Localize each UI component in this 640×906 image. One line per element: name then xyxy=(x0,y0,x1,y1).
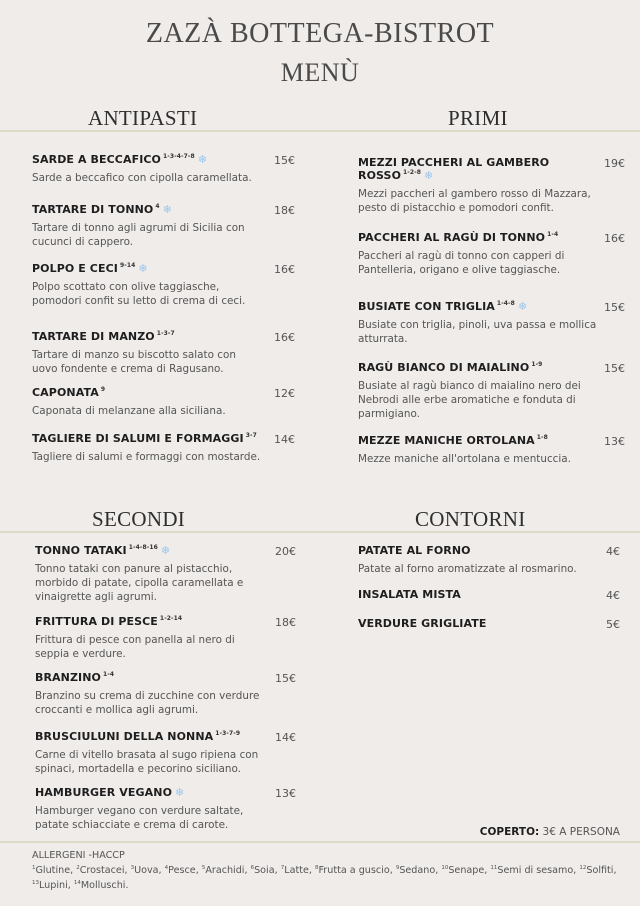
snowflake-icon: ❄ xyxy=(197,153,208,166)
allergen-name: Senape, xyxy=(448,865,488,876)
allergen-codes: 1-8 xyxy=(536,434,548,441)
menu-item xyxy=(32,153,264,185)
dish-description: Branzino su crema di zucchine con verdure croccanti e mollica agli agrumi. xyxy=(35,690,260,716)
dish-name xyxy=(35,671,267,684)
allergen-codes: 1-4 xyxy=(103,671,115,678)
dish-title: BRUSCIULUNI DELLA NONNA xyxy=(35,730,214,743)
allergen-name: Lupini, xyxy=(39,880,71,891)
allergen-number: 3 xyxy=(130,865,135,871)
allergen-codes: 1-4-8 xyxy=(496,300,515,307)
allergen-number: 14 xyxy=(73,880,81,886)
section-title-antipasti: ANTIPASTI xyxy=(88,106,198,130)
allergen-codes: 1-4 xyxy=(547,231,559,238)
snowflake-icon: ❄ xyxy=(160,544,171,557)
allergen-entry xyxy=(441,865,487,876)
allergen-entry xyxy=(490,865,576,876)
allergen-entry xyxy=(202,865,248,876)
dish-description: Tartare di tonno agli agrumi di Sicilia con cucunci di cappero. xyxy=(32,222,245,248)
dish-description: Tonno tataki con panure al pistacchio, morbido di patate, cipolla caramellata e vinaigrette agli agrumi. xyxy=(35,563,244,603)
dish-price: 13€ xyxy=(275,787,296,800)
allergen-name: Pesce, xyxy=(168,865,199,876)
dish-name xyxy=(358,617,600,630)
allergen-codes: 1-2-14 xyxy=(159,615,183,622)
allergen-entry xyxy=(32,880,71,891)
dish-name xyxy=(35,786,267,799)
section-title-contorni: CONTORNI xyxy=(415,507,526,531)
dish-title: TONNO TATAKI xyxy=(35,544,127,557)
allergen-name: Sedano, xyxy=(399,865,439,876)
dish-description: Busiate con triglia, pinoli, uva passa e mollica atturrata. xyxy=(358,319,597,345)
allergen-entry xyxy=(396,865,438,876)
dish-price: 12€ xyxy=(274,387,295,400)
dish-name xyxy=(32,203,264,216)
allergen-entry xyxy=(131,865,162,876)
menu-title: MENÙ xyxy=(280,58,360,87)
allergen-codes: 1-3-7-9 xyxy=(215,730,241,737)
allergen-number: 2 xyxy=(76,865,80,871)
menu-item xyxy=(32,330,264,376)
dish-name xyxy=(358,231,600,244)
allergen-number: 12 xyxy=(579,865,587,871)
dish-name xyxy=(358,588,600,601)
dish-name xyxy=(358,156,600,182)
allergen-codes: 1-9 xyxy=(531,361,543,368)
dish-price: 20€ xyxy=(275,545,296,558)
allergen-codes: 1-3-7 xyxy=(156,330,175,337)
allergen-name: Molluschi. xyxy=(80,880,129,891)
dish-price: 15€ xyxy=(604,301,625,314)
dish-description: Busiate al ragù bianco di maialino nero dei Nebrodi alle erbe aromatiche e fonduta di parmigiano. xyxy=(358,380,581,420)
dish-description: Sarde a beccafico con cipolla caramellata. xyxy=(32,172,252,184)
section-title-primi: PRIMI xyxy=(448,106,508,130)
coperto-note xyxy=(480,826,620,838)
dish-title: CAPONATA xyxy=(32,386,99,399)
divider xyxy=(0,130,640,132)
dish-title: PATATE AL FORNO xyxy=(358,544,471,557)
allergen-name: Uova, xyxy=(134,865,162,876)
snowflake-icon: ❄ xyxy=(424,169,434,182)
dish-title: INSALATA MISTA xyxy=(358,588,461,601)
allergen-number: 4 xyxy=(164,865,169,871)
dish-name xyxy=(32,386,264,399)
dish-title: MEZZE MANICHE ORTOLANA xyxy=(358,434,535,447)
dish-title: HAMBURGER VEGANO xyxy=(35,786,173,799)
dish-price: 13€ xyxy=(604,435,625,448)
allergen-entry xyxy=(165,865,199,876)
dish-price: 16€ xyxy=(604,232,625,245)
allergen-codes: 9-14 xyxy=(119,262,136,269)
allergen-name: Semi di sesamo, xyxy=(497,865,577,876)
snowflake-icon: ❄ xyxy=(138,262,148,275)
dish-name xyxy=(358,434,600,447)
dish-description: Tartare di manzo su biscotto salato con uovo fondente e crema di Ragusano. xyxy=(32,349,236,375)
allergen-name: Crostacei, xyxy=(79,865,128,876)
dish-title: PACCHERI AL RAGÙ DI TONNO xyxy=(358,231,546,244)
dish-name xyxy=(358,361,600,374)
dish-price: 5€ xyxy=(606,618,620,631)
menu-item xyxy=(358,156,600,215)
dish-title: SARDE A BECCAFICO xyxy=(32,153,162,166)
menu-item xyxy=(358,544,600,576)
allergen-name: Latte, xyxy=(284,865,312,876)
dish-price: 16€ xyxy=(274,331,295,344)
allergen-name: Soia, xyxy=(254,865,278,876)
dish-title: BUSIATE CON TRIGLIA xyxy=(358,300,495,313)
allergen-codes: 9 xyxy=(100,386,106,393)
dish-description: Paccheri al ragù di tonno con capperi di Pantelleria, origano e olive taggiasche. xyxy=(358,250,565,276)
allergen-number: 9 xyxy=(395,865,400,871)
allergen-number: 8 xyxy=(314,865,319,871)
dish-description: Tagliere di salumi e formaggi con mostarde. xyxy=(32,451,261,463)
allergen-legend xyxy=(32,850,622,892)
dish-title: TARTARE DI MANZO xyxy=(32,330,155,343)
coperto-value: 3€ A PERSONA xyxy=(542,826,620,838)
allergen-list xyxy=(32,862,622,892)
dish-description: Hamburger vegano con verdure saltate, patate schiacciate e crema di carote. xyxy=(35,805,244,831)
dish-title: POLPO E CECI xyxy=(32,262,118,275)
allergen-name: Arachidi, xyxy=(205,865,248,876)
allergen-entry xyxy=(32,865,73,876)
allergen-codes: 3-7 xyxy=(245,432,257,439)
snowflake-icon: ❄ xyxy=(517,300,528,313)
dish-price: 14€ xyxy=(275,731,296,744)
allergen-number: 1 xyxy=(32,865,36,871)
menu-item xyxy=(35,544,267,604)
dish-description: Carne di vitello brasata al sugo ripiena con spinaci, mortadella e pecorino siciliano. xyxy=(35,749,259,775)
allergen-number: 10 xyxy=(441,865,449,871)
dish-title: VERDURE GRIGLIATE xyxy=(358,617,487,630)
allergen-entry xyxy=(251,865,278,876)
dish-title: BRANZINO xyxy=(35,671,101,684)
allergen-codes: 1-2-8 xyxy=(403,169,422,176)
allergen-codes: 4 xyxy=(155,203,160,210)
allergen-entry xyxy=(76,865,127,876)
menu-item xyxy=(358,361,600,421)
snowflake-icon: ❄ xyxy=(162,203,172,216)
allergen-codes: 1-4-8-16 xyxy=(128,544,158,551)
dish-title: RAGÙ BIANCO DI MAIALINO xyxy=(358,361,530,374)
allergen-number: 6 xyxy=(250,865,255,871)
dish-price: 18€ xyxy=(275,616,296,629)
allergen-entry xyxy=(579,865,616,876)
dish-name xyxy=(358,300,600,313)
dish-name xyxy=(32,432,264,445)
restaurant-name: ZAZÀ BOTTEGA-BISTROT xyxy=(145,18,495,49)
dish-description: Mezze maniche all'ortolana e mentuccia. xyxy=(358,453,571,465)
dish-price: 4€ xyxy=(606,589,620,602)
dish-title: TARTARE DI TONNO xyxy=(32,203,154,216)
dish-name xyxy=(32,153,264,166)
allergen-number: 13 xyxy=(32,880,39,886)
menu-item xyxy=(358,617,600,630)
menu-item xyxy=(35,730,267,776)
dish-description: Mezzi paccheri al gambero rosso di Mazzara, pesto di pistacchio e pomodori confit. xyxy=(358,188,591,214)
dish-price: 19€ xyxy=(604,157,625,170)
menu-item xyxy=(358,300,600,346)
dish-name xyxy=(358,544,600,557)
menu-item xyxy=(35,615,267,661)
menu-item xyxy=(32,262,264,308)
dish-title: TAGLIERE DI SALUMI E FORMAGGI xyxy=(32,432,244,445)
allergen-entry xyxy=(315,865,393,876)
menu-item xyxy=(35,786,267,832)
menu-item xyxy=(358,231,600,277)
menu-item xyxy=(35,671,267,717)
section-title-secondi: SECONDI xyxy=(92,507,186,531)
dish-price: 14€ xyxy=(274,433,295,446)
dish-price: 15€ xyxy=(275,672,296,685)
dish-price: 18€ xyxy=(274,204,295,217)
dish-description: Caponata di melanzane alla siciliana. xyxy=(32,405,226,417)
dish-name xyxy=(35,544,267,557)
menu-item xyxy=(358,588,600,601)
snowflake-icon: ❄ xyxy=(175,786,185,799)
allergen-name: Glutine, xyxy=(35,865,74,876)
dish-name xyxy=(32,262,264,275)
allergen-entry xyxy=(74,880,129,891)
allergen-codes: 1-3-4-7-8 xyxy=(163,153,195,160)
allergen-number: 11 xyxy=(490,865,498,871)
allergen-number: 5 xyxy=(201,865,206,871)
dish-name xyxy=(35,730,267,743)
allergen-title: ALLERGENI -HACCP xyxy=(32,850,125,861)
dish-description: Frittura di pesce con panella al nero di seppia e verdure. xyxy=(35,634,235,660)
dish-price: 15€ xyxy=(604,362,625,375)
dish-description: Polpo scottato con olive taggiasche, pomodori confit su letto di crema di ceci. xyxy=(32,281,246,307)
dish-price: 4€ xyxy=(606,545,620,558)
dish-price: 16€ xyxy=(274,263,295,276)
allergen-number: 7 xyxy=(280,865,285,871)
dish-description: Patate al forno aromatizzate al rosmarino. xyxy=(358,563,577,575)
menu-item xyxy=(32,386,264,418)
menu-item xyxy=(32,432,264,464)
dish-price: 15€ xyxy=(274,154,295,167)
allergen-name: Frutta a guscio, xyxy=(318,865,393,876)
menu-item xyxy=(358,434,600,466)
dish-title: MEZZI PACCHERI AL GAMBERO ROSSO xyxy=(358,156,550,182)
dish-name xyxy=(32,330,264,343)
menu-item xyxy=(32,203,264,249)
coperto-label: COPERTO: xyxy=(479,826,540,838)
dish-name xyxy=(35,615,267,628)
divider xyxy=(0,531,640,533)
dish-title: FRITTURA DI PESCE xyxy=(35,615,158,628)
allergen-name: Solfiti, xyxy=(586,865,617,876)
allergen-entry xyxy=(281,865,312,876)
divider xyxy=(0,841,640,843)
